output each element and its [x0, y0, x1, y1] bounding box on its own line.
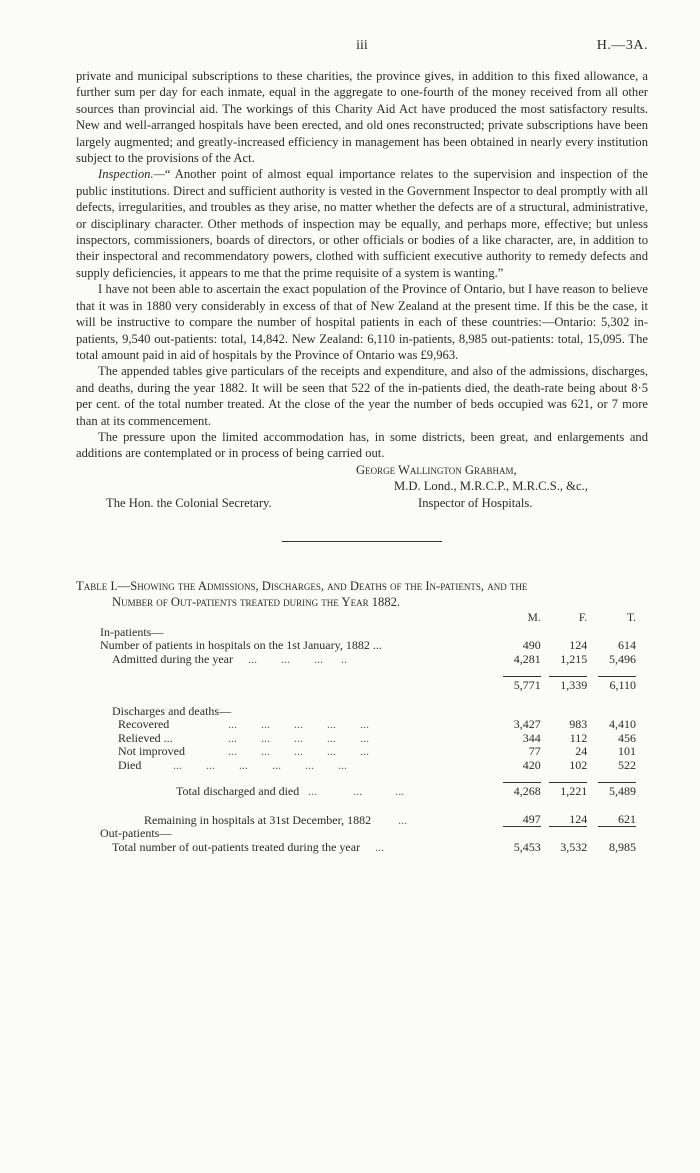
- row-label: Relieved ...: [118, 731, 173, 745]
- spacer-row: [76, 799, 636, 811]
- cell-male: 4,268: [503, 782, 541, 799]
- cell-female-wrap: [541, 676, 588, 693]
- row-label-cell: [76, 841, 493, 855]
- cell-female: 3,532: [560, 839, 588, 854]
- spacer-row: [76, 772, 636, 782]
- row-label: Not improved: [118, 745, 185, 759]
- cell-female-wrap: [541, 782, 588, 799]
- empty-label: [76, 676, 493, 693]
- addressee: The Hon. the Colonial Secretary.: [106, 495, 272, 510]
- table-title-line-1: Table I.—Showing the Admissions, Discharges, and Deaths of the In-patients, and the: [76, 578, 528, 593]
- document-code: H.—3A.: [596, 38, 648, 53]
- row-label-cell: [76, 759, 493, 773]
- cell-total: 5,489: [598, 782, 636, 799]
- cell-total: 621: [598, 811, 636, 828]
- empty-cell: [493, 827, 541, 841]
- row-label: Total number of out-patients treated during the year: [112, 840, 361, 854]
- cell-male-wrap: [493, 676, 541, 693]
- dot-leader: ... ... ... ... ... ...: [173, 758, 347, 772]
- outpatients-heading: Out-patients—: [100, 827, 172, 841]
- cell-female: 102: [569, 757, 588, 772]
- empty-cell: [493, 705, 541, 719]
- row-label-cell: [76, 653, 493, 667]
- page-number: iii: [356, 38, 368, 53]
- cell-male: 77: [528, 744, 541, 759]
- column-header-male: M.: [527, 612, 541, 625]
- discharges-heading: Discharges and deaths—: [112, 704, 232, 718]
- spacer-cell: [76, 666, 636, 676]
- table-header-row: [76, 612, 636, 626]
- signature-block: [76, 462, 648, 513]
- cell-total: 101: [618, 744, 636, 759]
- dot-leader: ... ... ... ..: [235, 652, 347, 666]
- body-text: [76, 68, 648, 462]
- cell-female: 24: [575, 744, 588, 759]
- paragraph-charity-aid: private and municipal subscriptions to these charities, the province gives, in addition to this fixed allowance, a further sum per day for each inmate, equal in the aggregate to one-fourth of the money received from all other sources than provincial aid. The workings of this Charity Aid Act have produced the most satisfactory results. New and well-arranged hospitals have been erected, and old ones reconstructed; private subscriptions have been largely augmented; and greatly-increased efficiency in management has been obtained in nearly every institution subject to the provisions of the Act.: [76, 69, 648, 166]
- cell-male: 497: [503, 811, 541, 828]
- inpatients-heading: In-patients—: [100, 625, 164, 639]
- table-row: [76, 639, 636, 653]
- inspection-heading: Inspection.—: [98, 167, 165, 182]
- column-header-total: T.: [626, 612, 636, 625]
- cell-total: 5,496: [609, 651, 636, 666]
- table-row: [76, 626, 636, 640]
- empty-cell: [587, 827, 636, 841]
- cell-total-wrap: [587, 782, 636, 799]
- table-row: [76, 759, 636, 773]
- cell-male: 490: [522, 638, 541, 653]
- row-label-cell: [76, 732, 493, 746]
- cell-total: 6,110: [598, 676, 636, 693]
- dot-leader: ... ... ... ... ...: [228, 731, 369, 745]
- spacer-cell: [76, 693, 636, 705]
- cell-male: 3,427: [513, 717, 541, 732]
- cell-female: 1,215: [560, 651, 588, 666]
- cell-female: 1,221: [549, 782, 587, 799]
- cell-female: 1,339: [549, 676, 587, 693]
- spacer-row: [76, 693, 636, 705]
- cell-male: 344: [522, 730, 541, 745]
- cell-total: 522: [618, 757, 636, 772]
- inspection-text: “ Another point of almost equal importance relates to the supervision and inspection of the public institutions. Direct and sufficient authority is vested in the Government Inspector to deal promptly with all defects, irregularities, and troubles as they arise, no matter whether the defects are of a structural, administrative, or disciplinary character. Other methods of inspection may be equally, and perhaps more, effective; but unless inspectors, commissioners, boards of directors, or other officials or bodies of a like character, are, in addition to their inspectoral and recommendatory powers, clothed with sufficient executive authority to remedy defects and supply deficiencies, it appears to me that the prime requisite of a system is wanting.”: [76, 167, 648, 280]
- cell-female-wrap: [541, 811, 588, 828]
- cell-male: 5,453: [513, 839, 541, 854]
- row-label: Number of patients in hospitals on the 1st January, 1882 ...: [100, 639, 382, 653]
- signatory-role: Inspector of Hospitals.: [418, 495, 533, 510]
- cell-total-wrap: [587, 676, 636, 693]
- cell-female: 124: [549, 811, 587, 828]
- spacer-row: [76, 666, 636, 676]
- paragraph-population: I have not been able to ascertain the exact population of the Province of Ontario, but I have reason to believe that it was in 1880 very considerably in excess of that of New Zealand at the present time. If this be the case, it will be instructive to compare the number of hospital patients in each of these countries:—Ontario: 5,302 in-patients, 9,540 out-patients: total, 14,842. New Zealand: 6,110 in-patients, 8,985 out-patients: total, 15,095. The total amount paid in aid of hospitals by the Province of Ontario was £9,963.: [76, 282, 648, 362]
- spacer-cell: [76, 772, 636, 782]
- row-label-cell: [76, 745, 493, 759]
- row-label: Remaining in hospitals at 31st December, 1882: [144, 812, 372, 827]
- cell-male-wrap: [493, 811, 541, 828]
- table-row: [76, 705, 636, 719]
- paragraph-inspection: [76, 166, 648, 281]
- dot-leader: ... ... ... ... ...: [228, 718, 369, 732]
- section-divider: [282, 541, 442, 542]
- paragraph-appended-tables: The appended tables give particulars of the receipts and expenditure, and also of the admissions, discharges, and deaths, during the year 1882. It will be seen that 522 of the in-patients died, the death-rate being about 8·5 per cent. of the total number treated. At the close of the year the number of beds occupied was 621, or 7 more than at its commencement.: [76, 364, 648, 428]
- page: [76, 38, 648, 854]
- table-row: [76, 718, 636, 732]
- empty-cell: [587, 705, 636, 719]
- table-row: [76, 782, 636, 799]
- dot-leader: ...: [360, 840, 385, 854]
- row-label: Total discharged and died: [176, 784, 300, 799]
- cell-male-wrap: [493, 782, 541, 799]
- cell-female: 124: [569, 638, 588, 653]
- signatory-credentials: M.D. Lond., M.R.C.P., M.R.C.S., &c.,: [394, 479, 588, 494]
- table-row: [76, 653, 636, 667]
- page-header: [76, 38, 648, 68]
- statistics-table: [76, 612, 636, 854]
- empty-cell: [587, 626, 636, 640]
- cell-female: 983: [569, 717, 588, 732]
- cell-total: 4,410: [609, 717, 636, 732]
- table-row: [76, 841, 636, 855]
- row-label: Admitted during the year: [112, 652, 233, 666]
- table-row: [76, 732, 636, 746]
- signatory-name: George Wallington Grabham,: [356, 462, 517, 477]
- row-label-cell: [76, 718, 493, 732]
- table-row: [76, 676, 636, 693]
- table-row: [76, 827, 636, 841]
- empty-cell: [541, 705, 588, 719]
- cell-female: 112: [569, 730, 588, 745]
- row-label: Recovered: [118, 718, 170, 732]
- cell-total: 614: [618, 638, 636, 653]
- cell-male: 420: [522, 757, 541, 772]
- table-row: [76, 811, 636, 828]
- paragraph-pressure: The pressure upon the limited accommodation has, in some districts, been great, and enlargements and additions are contemplated or in process of being carried out.: [76, 429, 648, 461]
- spacer-cell: [76, 799, 636, 811]
- empty-cell: [541, 827, 588, 841]
- dot-leader: ...: [371, 812, 408, 827]
- table-row: [76, 745, 636, 759]
- dot-leader: ... ... ... ... ...: [228, 745, 369, 759]
- cell-male: 5,771: [503, 676, 541, 693]
- cell-total: 8,985: [609, 839, 636, 854]
- cell-total-wrap: [587, 811, 636, 828]
- cell-male: 4,281: [513, 651, 541, 666]
- row-label-cell: [76, 782, 493, 799]
- table-title: [76, 578, 648, 611]
- empty-cell: [541, 626, 588, 640]
- column-header-female: F.: [578, 612, 588, 625]
- signature-row: [76, 495, 648, 513]
- table-title-line-2: Number of Out-patients treated during the Year 1882.: [112, 594, 401, 609]
- header-spacer: [76, 612, 493, 626]
- cell-total: 456: [618, 730, 636, 745]
- row-label-cell: [76, 811, 493, 828]
- dot-leader: ... ... ...: [299, 784, 405, 799]
- empty-cell: [493, 626, 541, 640]
- row-label: Died: [118, 758, 142, 772]
